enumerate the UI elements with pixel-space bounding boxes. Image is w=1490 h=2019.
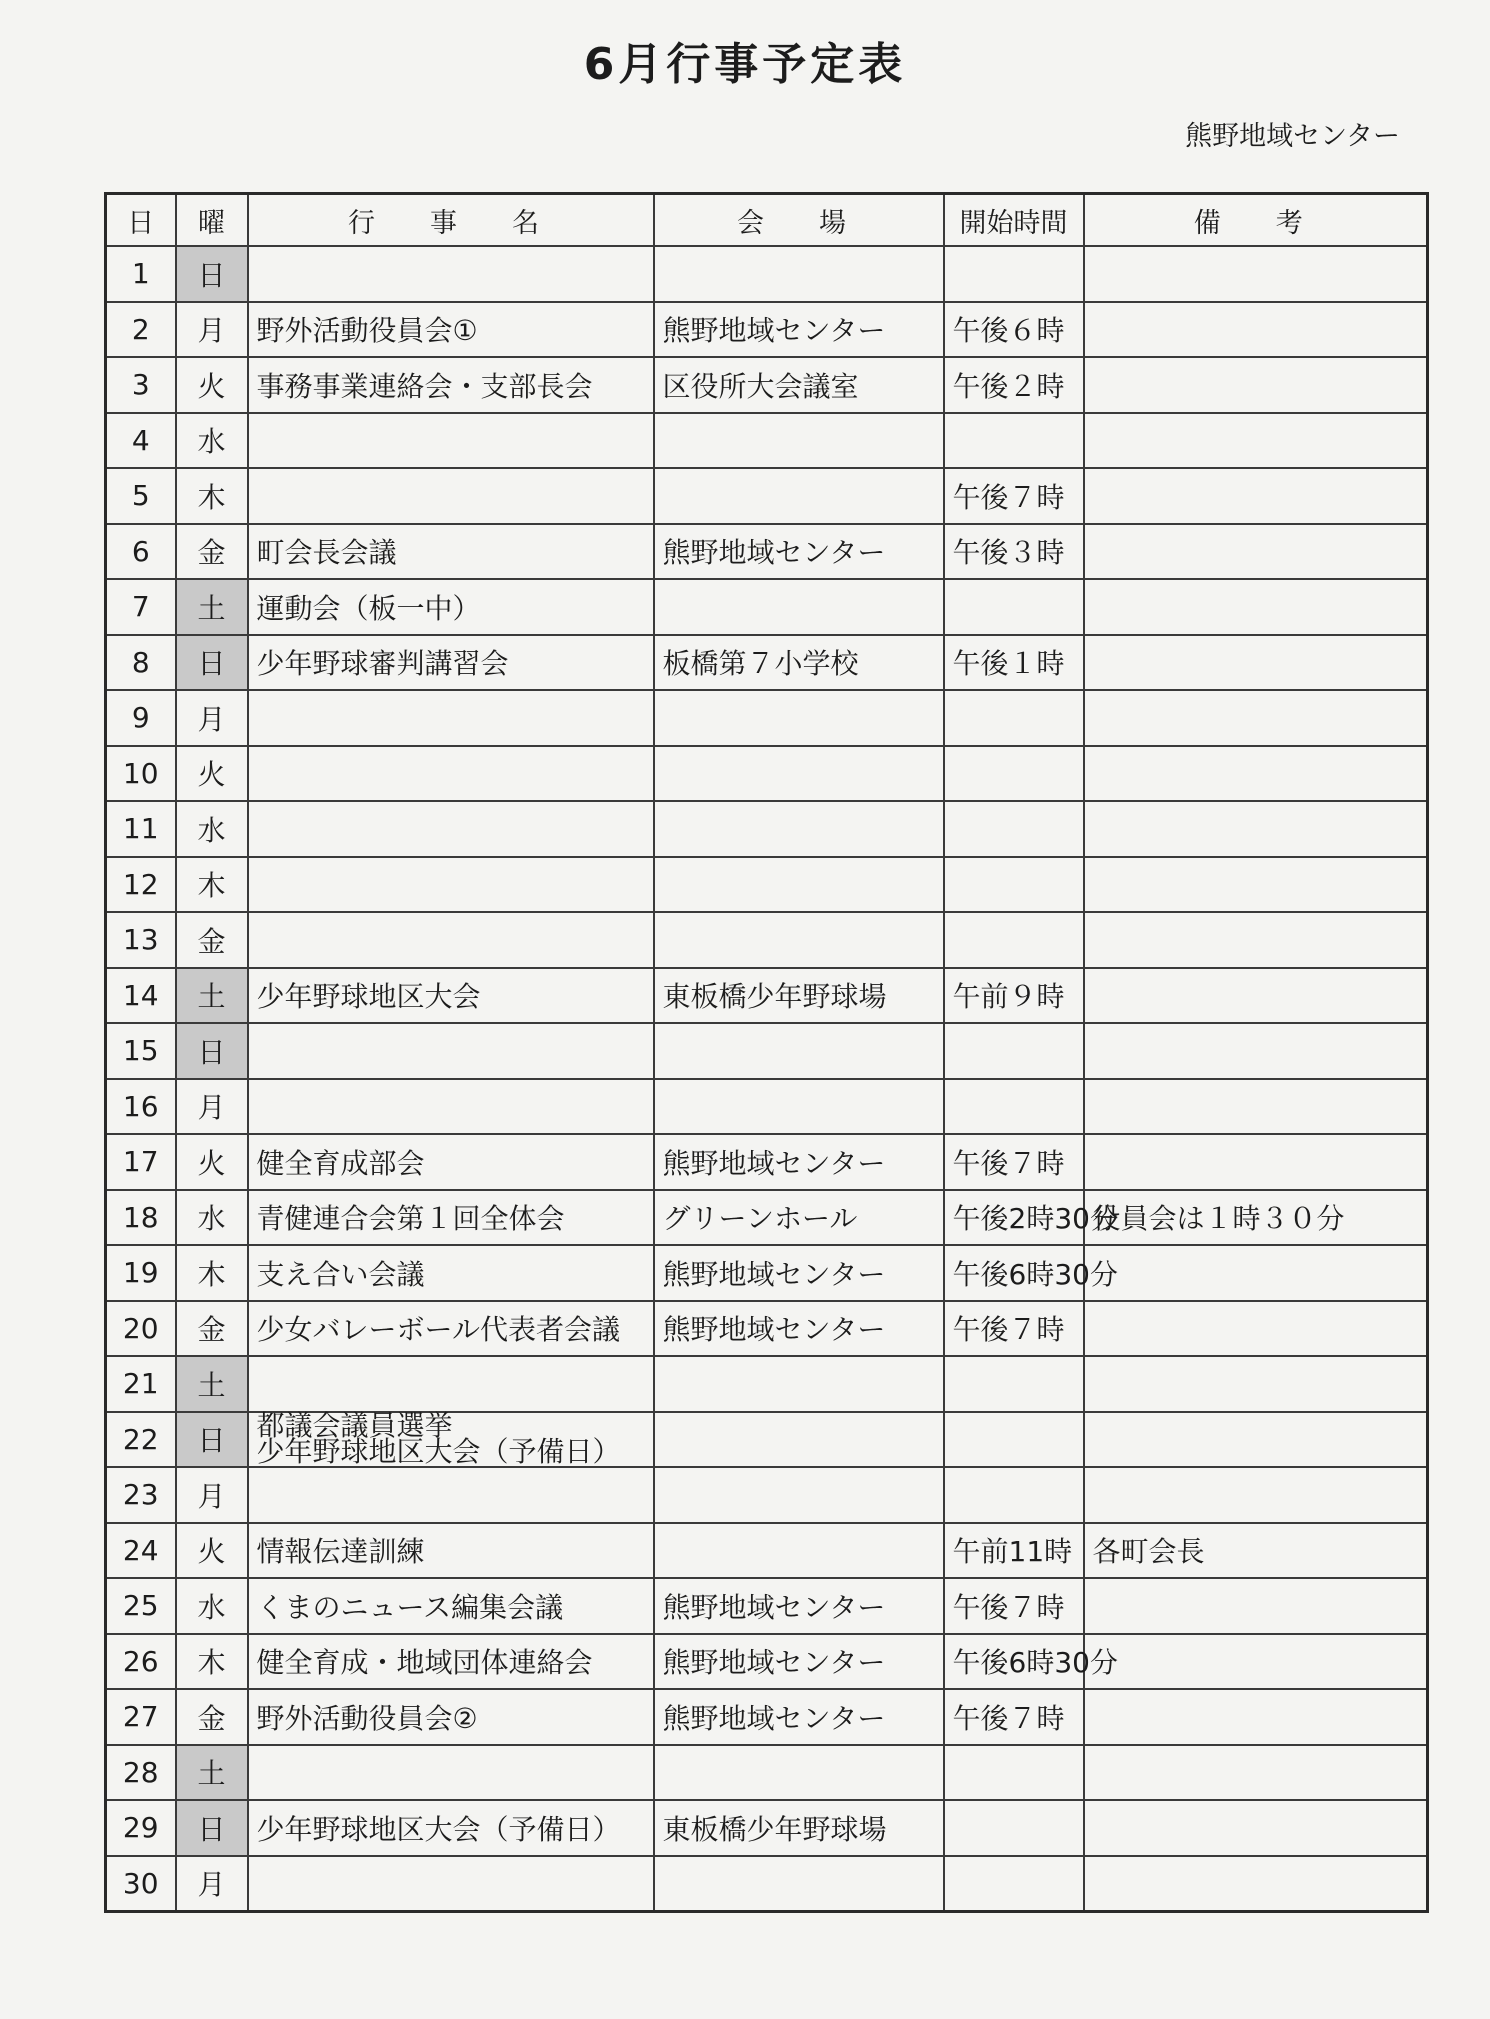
start-time: [944, 413, 1084, 469]
start-time: [944, 746, 1084, 802]
day-number: 6: [106, 524, 176, 580]
table-row: [106, 1578, 1428, 1634]
header-start-time: 開始時間: [944, 194, 1084, 247]
notes: [1084, 1079, 1428, 1135]
day-number: 3: [106, 357, 176, 413]
notes: [1084, 1856, 1428, 1912]
notes: [1084, 1467, 1428, 1523]
day-number: 8: [106, 635, 176, 691]
venue: [654, 801, 944, 857]
event-name: 少女バレーボール代表者会議: [248, 1301, 654, 1357]
day-number: 18: [106, 1190, 176, 1246]
header-notes: 備 考: [1084, 194, 1428, 247]
table-row: [106, 1190, 1428, 1246]
start-time: [944, 1467, 1084, 1523]
notes: [1084, 1356, 1428, 1412]
table-row: [106, 1856, 1428, 1912]
notes: [1084, 1689, 1428, 1745]
venue: 熊野地域センター: [654, 302, 944, 358]
weekday: 火: [176, 357, 248, 413]
day-number: 20: [106, 1301, 176, 1357]
notes: [1084, 1745, 1428, 1801]
start-time: [944, 246, 1084, 302]
schedule-table: [104, 192, 1429, 1913]
table-row: [106, 357, 1428, 413]
venue: 熊野地域センター: [654, 1301, 944, 1357]
day-number: 29: [106, 1800, 176, 1856]
table-row: [106, 746, 1428, 802]
notes: 役員会は１時３０分: [1084, 1190, 1428, 1246]
day-number: 23: [106, 1467, 176, 1523]
start-time: [944, 579, 1084, 635]
start-time: 午前11時: [944, 1523, 1084, 1579]
table-row: [106, 413, 1428, 469]
event-name: 健全育成・地域団体連絡会: [248, 1634, 654, 1690]
weekday: 木: [176, 1634, 248, 1690]
notes: [1084, 1301, 1428, 1357]
schedule-body: [106, 246, 1428, 1912]
table-row: [106, 1745, 1428, 1801]
page-title: 6月行事予定表: [583, 39, 907, 90]
weekday: 水: [176, 801, 248, 857]
notes: [1084, 801, 1428, 857]
weekday: 月: [176, 690, 248, 746]
table-row: [106, 635, 1428, 691]
venue: [654, 413, 944, 469]
table-row: [106, 1634, 1428, 1690]
venue: 熊野地域センター: [654, 524, 944, 580]
start-time: [944, 801, 1084, 857]
table-row: [106, 1523, 1428, 1579]
venue: [654, 1523, 944, 1579]
start-time: [944, 912, 1084, 968]
day-number: 17: [106, 1134, 176, 1190]
notes: [1084, 746, 1428, 802]
weekday: 水: [176, 413, 248, 469]
day-number: 2: [106, 302, 176, 358]
event-name: [248, 1856, 654, 1912]
event-name: くまのニュース編集会議: [248, 1578, 654, 1634]
event-name: [248, 1356, 654, 1412]
event-name: 野外活動役員会②: [248, 1689, 654, 1745]
day-number: 9: [106, 690, 176, 746]
weekday: 火: [176, 1523, 248, 1579]
start-time: 午後6時30分: [944, 1634, 1084, 1690]
notes: [1084, 1634, 1428, 1690]
start-time: 午後２時: [944, 357, 1084, 413]
venue: [654, 1412, 944, 1468]
day-number: 15: [106, 1023, 176, 1079]
day-number: 24: [106, 1523, 176, 1579]
notes: [1084, 302, 1428, 358]
notes: [1084, 635, 1428, 691]
event-name: 少年野球地区大会: [248, 968, 654, 1024]
start-time: [944, 857, 1084, 913]
day-number: 13: [106, 912, 176, 968]
venue: [654, 1023, 944, 1079]
weekday: 水: [176, 1578, 248, 1634]
venue: [654, 1745, 944, 1801]
day-number: 11: [106, 801, 176, 857]
weekday: 木: [176, 1245, 248, 1301]
venue: [654, 1356, 944, 1412]
venue: [654, 579, 944, 635]
notes: [1084, 1800, 1428, 1856]
notes: [1084, 857, 1428, 913]
venue: [654, 690, 944, 746]
start-time: 午後７時: [944, 1578, 1084, 1634]
weekday: 火: [176, 746, 248, 802]
start-time: 午後１時: [944, 635, 1084, 691]
table-row: [106, 1301, 1428, 1357]
event-name-line: 少年野球地区大会（予備日）: [256, 1435, 621, 1469]
event-name: 情報伝達訓練: [248, 1523, 654, 1579]
start-time: [944, 1079, 1084, 1135]
venue: [654, 468, 944, 524]
table-row: [106, 690, 1428, 746]
start-time: 午後７時: [944, 1301, 1084, 1357]
day-number: 4: [106, 413, 176, 469]
day-number: 5: [106, 468, 176, 524]
weekday: 金: [176, 1689, 248, 1745]
table-row: [106, 1467, 1428, 1523]
table-row: [106, 1079, 1428, 1135]
venue: 熊野地域センター: [654, 1578, 944, 1634]
weekday: 日: [176, 635, 248, 691]
notes: [1084, 968, 1428, 1024]
event-name: [248, 468, 654, 524]
notes: [1084, 246, 1428, 302]
venue: [654, 857, 944, 913]
day-number: 14: [106, 968, 176, 1024]
day-number: 27: [106, 1689, 176, 1745]
notes: [1084, 413, 1428, 469]
notes: [1084, 524, 1428, 580]
venue: 板橋第７小学校: [654, 635, 944, 691]
table-row: [106, 468, 1428, 524]
weekday: 月: [176, 1856, 248, 1912]
venue: [654, 912, 944, 968]
event-name: 青健連合会第１回全体会: [248, 1190, 654, 1246]
event-name: [248, 1409, 654, 1469]
day-number: 12: [106, 857, 176, 913]
day-number: 26: [106, 1634, 176, 1690]
notes: [1084, 357, 1428, 413]
day-number: 1: [106, 246, 176, 302]
event-name: [248, 1467, 654, 1523]
day-number: 22: [106, 1412, 176, 1468]
event-name: [248, 912, 654, 968]
table-row: [106, 968, 1428, 1024]
weekday: 土: [176, 968, 248, 1024]
table-row: [106, 1134, 1428, 1190]
day-number: 10: [106, 746, 176, 802]
start-time: [944, 1800, 1084, 1856]
venue: [654, 746, 944, 802]
notes: [1084, 1412, 1428, 1468]
table-row: [106, 302, 1428, 358]
event-name: [248, 857, 654, 913]
venue: [654, 246, 944, 302]
start-time: [944, 1745, 1084, 1801]
weekday: 月: [176, 1079, 248, 1135]
venue: 熊野地域センター: [654, 1245, 944, 1301]
weekday: 土: [176, 1745, 248, 1801]
table-row: [106, 1689, 1428, 1745]
day-number: 7: [106, 579, 176, 635]
start-time: 午後2時30分: [944, 1190, 1084, 1246]
event-name: 支え合い会議: [248, 1245, 654, 1301]
event-name: 少年野球地区大会（予備日）: [248, 1800, 654, 1856]
event-name: 健全育成部会: [248, 1134, 654, 1190]
venue: 東板橋少年野球場: [654, 968, 944, 1024]
venue: [654, 1856, 944, 1912]
notes: [1084, 912, 1428, 968]
notes: [1084, 1023, 1428, 1079]
venue: 熊野地域センター: [654, 1134, 944, 1190]
event-name: [248, 690, 654, 746]
weekday: 金: [176, 1301, 248, 1357]
day-number: 19: [106, 1245, 176, 1301]
notes: 各町会長: [1084, 1523, 1428, 1579]
event-name: [248, 1079, 654, 1135]
venue: 東板橋少年野球場: [654, 1800, 944, 1856]
venue: [654, 1467, 944, 1523]
weekday: 日: [176, 246, 248, 302]
start-time: 午後７時: [944, 468, 1084, 524]
weekday: 木: [176, 468, 248, 524]
notes: [1084, 579, 1428, 635]
table-row: [106, 1023, 1428, 1079]
weekday: 日: [176, 1412, 248, 1468]
header-row: [106, 194, 1428, 247]
table-row: [106, 1800, 1428, 1856]
table-row: [106, 1356, 1428, 1412]
day-number: 25: [106, 1578, 176, 1634]
event-name: [248, 1023, 654, 1079]
start-time: 午後７時: [944, 1689, 1084, 1745]
weekday: 金: [176, 524, 248, 580]
venue: グリーンホール: [654, 1190, 944, 1246]
event-name-line: 都議会議員選挙: [256, 1409, 453, 1443]
table-row: [106, 246, 1428, 302]
day-number: 16: [106, 1079, 176, 1135]
event-name: [248, 246, 654, 302]
start-time: [944, 1856, 1084, 1912]
day-number: 30: [106, 1856, 176, 1912]
header-venue: 会 場: [654, 194, 944, 247]
weekday: 土: [176, 1356, 248, 1412]
venue: 熊野地域センター: [654, 1689, 944, 1745]
event-name: 町会長会議: [248, 524, 654, 580]
table-row: [106, 1245, 1428, 1301]
start-time: 午後6時30分: [944, 1245, 1084, 1301]
start-time: [944, 1412, 1084, 1468]
notes: [1084, 690, 1428, 746]
start-time: [944, 1356, 1084, 1412]
event-name: [248, 1745, 654, 1801]
venue: 熊野地域センター: [654, 1634, 944, 1690]
table-row: [106, 524, 1428, 580]
notes: [1084, 1578, 1428, 1634]
start-time: 午後６時: [944, 302, 1084, 358]
event-name: [248, 746, 654, 802]
event-name: 野外活動役員会①: [248, 302, 654, 358]
weekday: 月: [176, 1467, 248, 1523]
weekday: 月: [176, 302, 248, 358]
notes: [1084, 468, 1428, 524]
venue: 区役所大会議室: [654, 357, 944, 413]
weekday: 日: [176, 1800, 248, 1856]
event-name: 少年野球審判講習会: [248, 635, 654, 691]
event-name: 事務事業連絡会・支部長会: [248, 357, 654, 413]
event-name: [248, 413, 654, 469]
header-weekday: 曜: [176, 194, 248, 247]
table-row: [106, 801, 1428, 857]
start-time: 午後７時: [944, 1134, 1084, 1190]
header-day: 日: [106, 194, 176, 247]
event-name: 運動会（板一中）: [248, 579, 654, 635]
weekday: 金: [176, 912, 248, 968]
notes: [1084, 1245, 1428, 1301]
start-time: [944, 690, 1084, 746]
weekday: 土: [176, 579, 248, 635]
table-row: [106, 857, 1428, 913]
header-event: 行 事 名: [248, 194, 654, 247]
weekday: 木: [176, 857, 248, 913]
weekday: 水: [176, 1190, 248, 1246]
day-number: 28: [106, 1745, 176, 1801]
table-row: [106, 1412, 1428, 1468]
weekday: 火: [176, 1134, 248, 1190]
table-row: [106, 579, 1428, 635]
event-name: [248, 801, 654, 857]
weekday: 日: [176, 1023, 248, 1079]
start-time: 午後３時: [944, 524, 1084, 580]
day-number: 21: [106, 1356, 176, 1412]
start-time: 午前９時: [944, 968, 1084, 1024]
table-row: [106, 912, 1428, 968]
notes: [1084, 1134, 1428, 1190]
organizer-name: 熊野地域センター: [1185, 121, 1400, 152]
venue: [654, 1079, 944, 1135]
start-time: [944, 1023, 1084, 1079]
